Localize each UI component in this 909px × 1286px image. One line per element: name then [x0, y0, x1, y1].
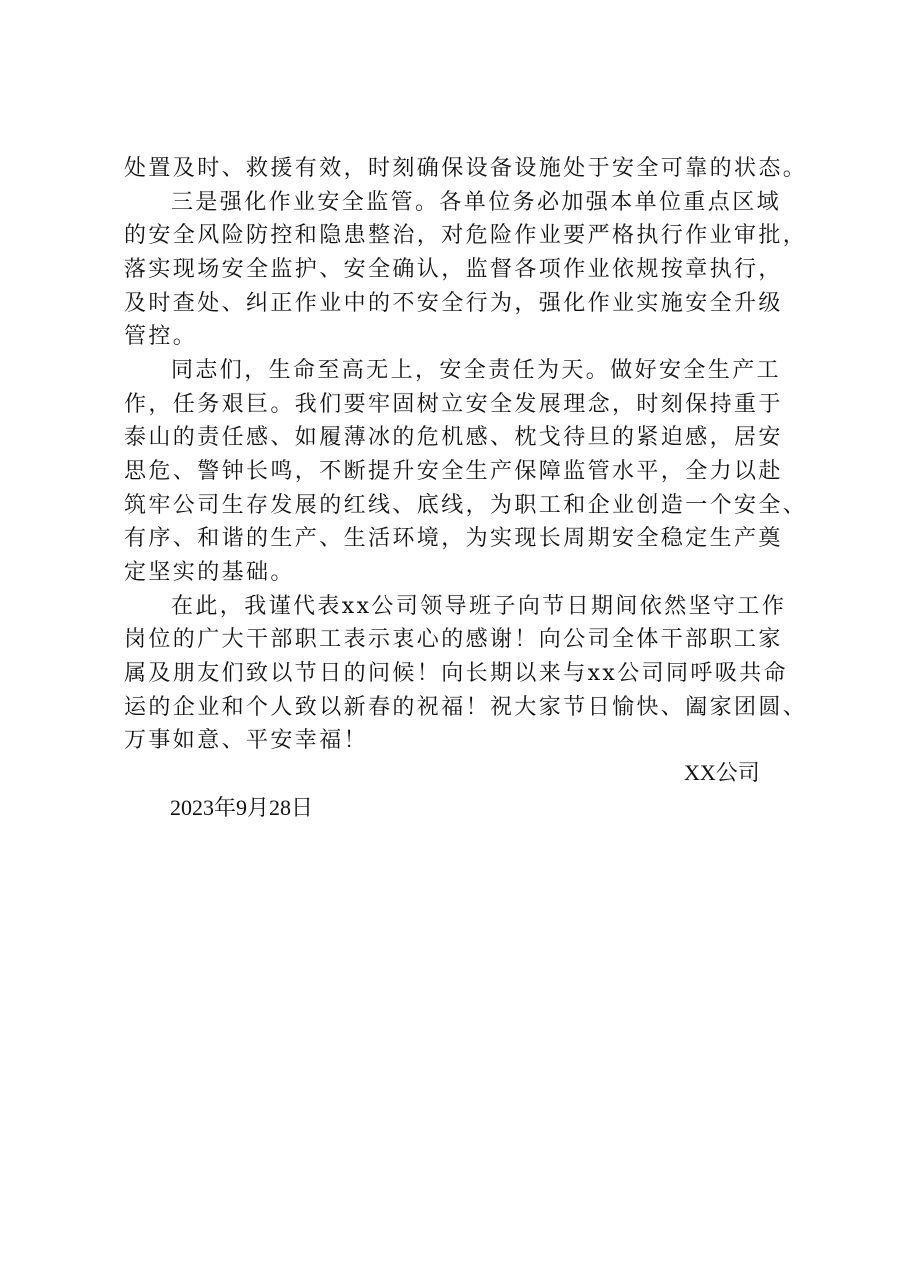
- text-line: 运的企业和个人致以新春的祝福！祝大家节日愉快、阖家团圆、: [124, 695, 808, 720]
- text-line: 有序、和谐的生产、生活环境，为实现长周期安全稳定生产奠: [124, 526, 783, 551]
- text-line: 属及朋友们致以节日的问候！向长期以来与xx公司同呼吸共命: [124, 661, 789, 686]
- text-line: 思危、警钟长鸣，不断提升安全生产保障监管水平，全力以赴: [124, 459, 783, 484]
- text-line: 泰山的责任感、如履薄冰的危机感、枕戈待旦的紧迫感，居安: [124, 425, 783, 450]
- text-line: 岗位的广大干部职工表示衷心的感谢！向公司全体干部职工家: [124, 627, 783, 652]
- text-line: 的安全风险防控和隐患整治，对危险作业要严格执行作业审批，: [124, 223, 808, 248]
- text-line: 万事如意、平安幸福！: [124, 728, 369, 753]
- paragraph-start-line: 在此，我谨代表xx公司领导班子向节日期间依然坚守工作: [171, 594, 787, 619]
- text-line: 作，任务艰巨。我们要牢固树立安全发展理念，时刻保持重于: [124, 392, 783, 417]
- text-line: 及时查处、纠正作业中的不安全行为，强化作业实施安全升级: [124, 291, 783, 316]
- signature-company: XX公司: [684, 760, 760, 785]
- text-line: 筑牢公司生存发展的红线、底线，为职工和企业创造一个安全、: [124, 493, 808, 518]
- text-line: 处置及时、救援有效，时刻确保设备设施处于安全可靠的状态。: [124, 156, 808, 181]
- paragraph-start-line: 三是强化作业安全监管。各单位务必加强本单位重点区域: [171, 190, 782, 215]
- document-date: 2023年9月28日: [170, 795, 314, 820]
- text-line: 管控。: [124, 324, 198, 349]
- text-line: 落实现场安全监护、安全确认，监督各项作业依规按章执行，: [124, 257, 783, 282]
- text-line: 定坚实的基础。: [124, 560, 295, 585]
- paragraph-start-line: 同志们，生命至高无上，安全责任为天。做好安全生产工: [171, 358, 782, 383]
